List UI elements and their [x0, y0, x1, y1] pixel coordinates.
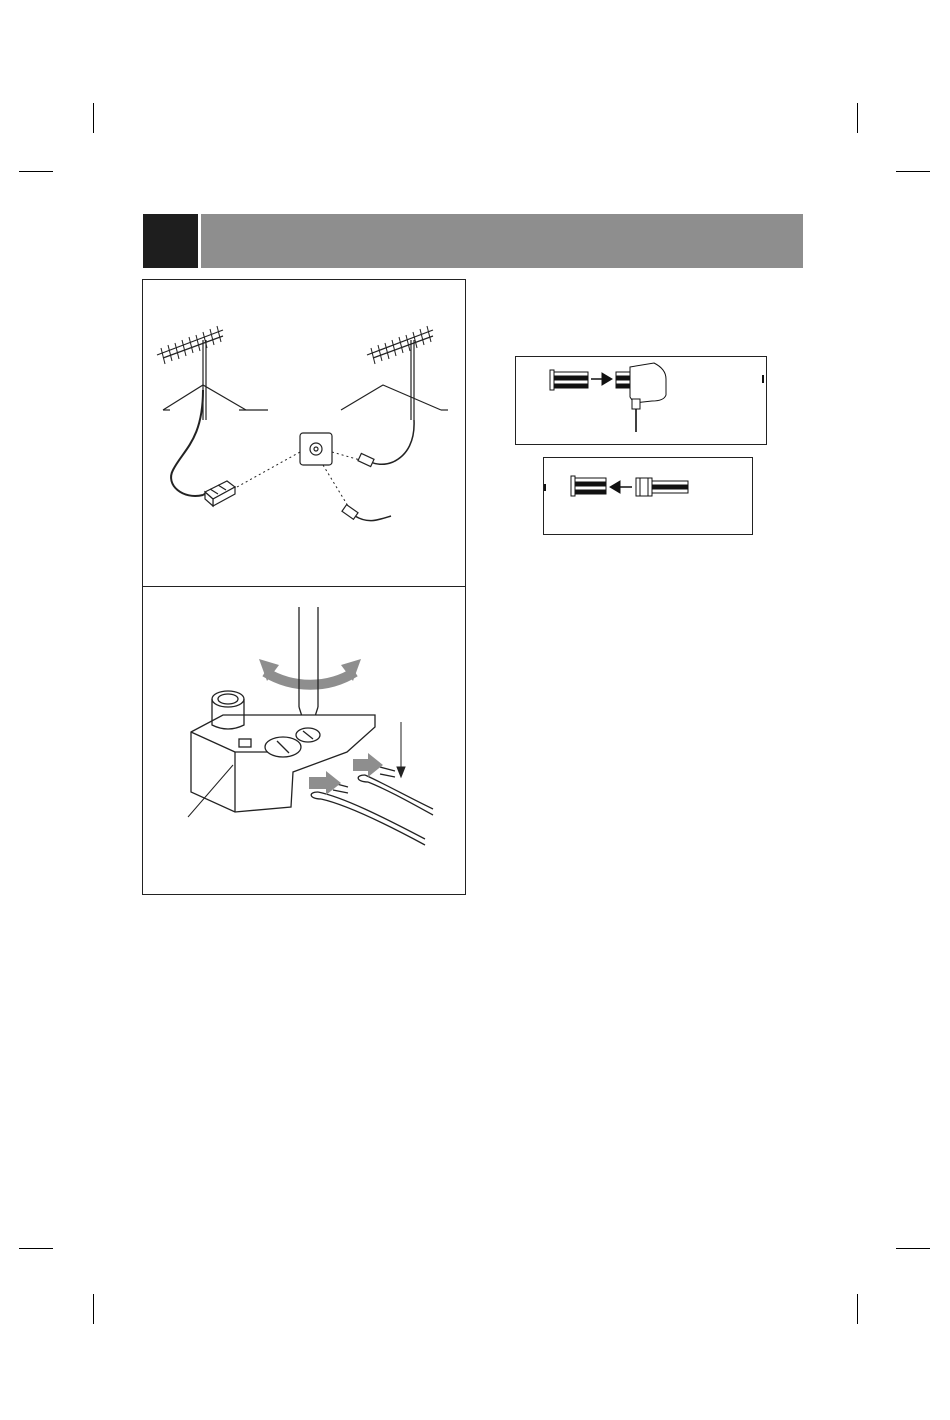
- balun-adapter-icon: [205, 481, 235, 506]
- right-antenna-icon: [341, 326, 448, 420]
- crop-mark-bottom-right-h: [896, 1248, 930, 1249]
- crop-mark-top-right-v: [857, 103, 858, 133]
- crop-mark-bottom-left-v: [93, 1294, 94, 1324]
- crop-mark-top-right-h: [896, 171, 930, 172]
- plug-to-connector-figure: [543, 457, 753, 535]
- section-number-block: [143, 214, 198, 268]
- right-coax-plug-icon: [358, 453, 374, 466]
- adapter-screwdriver-icon: [143, 587, 465, 894]
- adapter-body-icon: [191, 715, 375, 812]
- antenna-connection-icon: [143, 280, 465, 586]
- adapter-screwdriver-figure: [142, 586, 466, 895]
- coax-plug-to-connector-icon: [544, 458, 752, 534]
- bottom-coax-plug-icon: [342, 505, 358, 520]
- plug-to-socket-figure: [515, 356, 767, 445]
- antenna-connection-figure: [142, 279, 466, 587]
- wall-socket-icon: [300, 433, 332, 465]
- rotation-arrow-icon: [259, 659, 361, 685]
- crop-mark-bottom-right-v: [857, 1294, 858, 1324]
- coax-plug-to-socket-icon: [516, 357, 766, 444]
- crop-mark-top-left-h: [19, 171, 53, 172]
- screwdriver-icon: [299, 607, 318, 729]
- crop-mark-bottom-left-h: [19, 1248, 53, 1249]
- callout-arrow-icon: [397, 767, 405, 777]
- section-title-bar: [201, 214, 803, 268]
- left-antenna-icon: [157, 326, 268, 420]
- crop-mark-top-left-v: [93, 103, 94, 133]
